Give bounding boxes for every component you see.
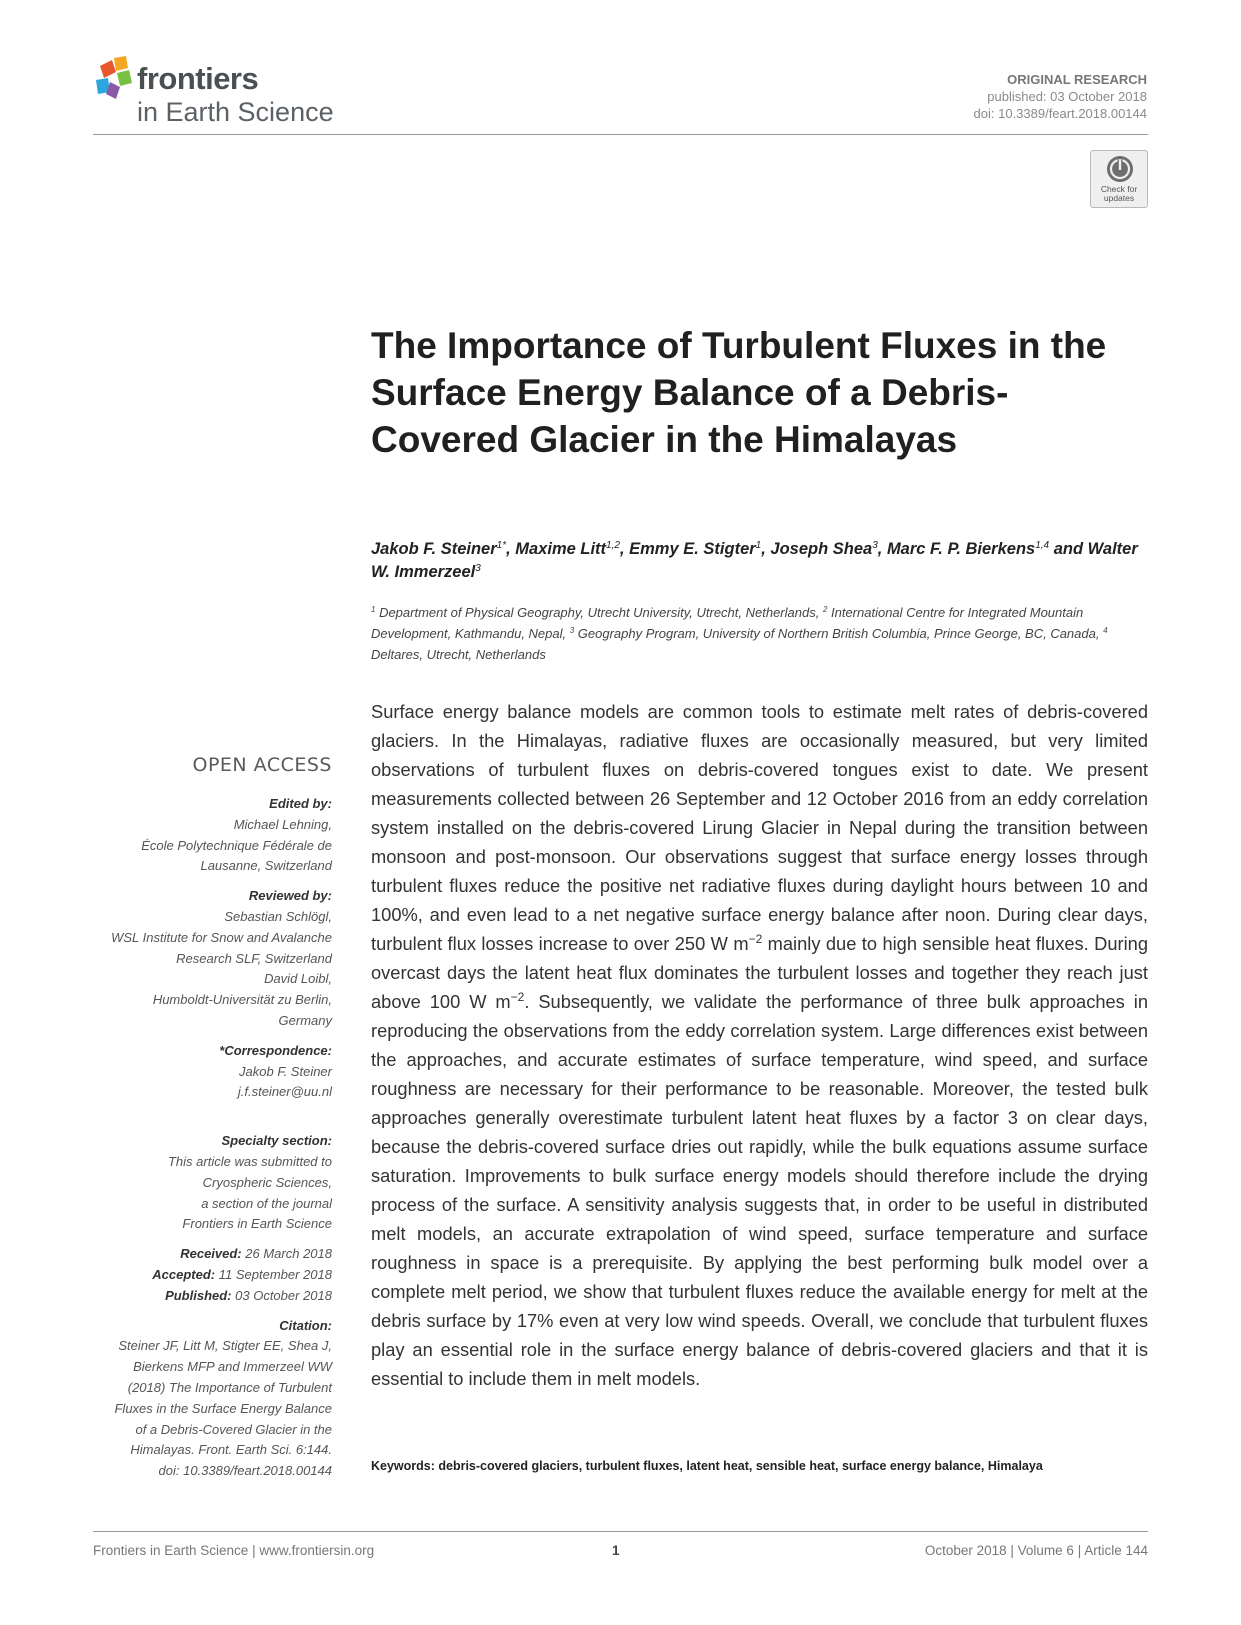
citation-line: of a Debris-Covered Glacier in the: [135, 1421, 332, 1437]
citation-label: Citation:: [279, 1317, 332, 1333]
published-date-side: Published: 03 October 2018: [165, 1287, 332, 1303]
footer-issue-info: October 2018 | Volume 6 | Article 144: [924, 1543, 1148, 1558]
check-for-updates-button[interactable]: [1090, 150, 1148, 208]
published-date: published: 03 October 2018: [987, 89, 1147, 104]
editor-line: Lausanne, Switzerland: [200, 858, 332, 874]
open-access-label: OPEN ACCESS: [192, 754, 332, 776]
author-separator: ,: [761, 540, 771, 558]
journal-name: in Earth Science: [137, 97, 334, 127]
edited-by-label: Edited by:: [269, 796, 332, 811]
editor-line: École Polytechnique Fédérale de: [141, 837, 332, 853]
author-affiliation-marker: 1,4: [1035, 540, 1050, 551]
citation-line: Steiner JF, Litt M, Stigter EE, Shea J,: [118, 1338, 332, 1354]
editor-line: Michael Lehning,: [233, 816, 332, 832]
citation-line: Fluxes in the Surface Energy Balance: [114, 1400, 332, 1416]
correspondence-email-link[interactable]: j.f.steiner@uu.nl: [237, 1084, 332, 1100]
journal-logo: [94, 52, 364, 132]
citation-line: (2018) The Importance of Turbulent: [127, 1379, 332, 1395]
author-separator: and: [1049, 540, 1088, 558]
affiliation-text: International Centre for Integrated Mountain Development, Kathmandu, Nepal,: [371, 605, 1084, 641]
affiliation-number: 4: [1103, 626, 1108, 635]
accepted-date: Accepted: 11 September 2018: [152, 1266, 332, 1282]
reviewer-line: Germany: [278, 1012, 332, 1028]
author-list: [371, 538, 1151, 584]
correspondence-name: Jakob F. Steiner: [239, 1063, 332, 1079]
author-separator: ,: [877, 540, 887, 558]
reviewed-by-label: Reviewed by:: [248, 888, 332, 904]
check-updates-label: Check for updates: [1100, 184, 1138, 203]
author-name[interactable]: Joseph Shea: [770, 540, 873, 558]
abstract-text: Surface energy balance models are common tools to estimate melt rates of debris-covered glaciers. In the Himalayas, radiative fluxes are occasionally measured, but very limited observations of turbulent fluxes on debris-covered tongues exist to date. We present measurements collected between 26 September and 12 October 2016 from an eddy correlation system installed on the debris-covered Lirung Glacier in Nepal during the transition between monsoon and post-monsoon. Our observations suggest that surface energy losses through turbulent fluxes reduce the positive net radiative fluxes during daylight hours between 10 and 100%, and even lead to a net negative surface energy balance after noon. During clear days, turbulent flux losses increase to over 250 W $m^{-2}$ mainly due to high sensible heat fluxes. During overcast days the latent heat flux dominates the turbulent losses and together they reach just above 100 W $m^{-2}$. Subsequently, we validate the performance of three bulk approaches in reproducing the observations from the eddy correlation system. Large differences exist between the approaches, and accurate estimates of surface temperature, wind speed, and surface roughness are necessary for their performance to be reasonable. Moreover, the tested bulk approaches generally overestimate turbulent latent heat fluxes by a factor 3 on clear days, because the debris-covered surface dries out rapidly, while the bulk equations assume surface saturation. Improvements to bulk surface energy models should therefore include the drying process of the surface. A sensitivity analysis suggests that, in order to be useful in distributed melt models, an accurate extrapolation of wind speed, surface temperature and surface roughness in space is a prerequisite. By applying the best performing bulk model over a complete melt period, we show that turbulent fluxes reduce the available energy for melt at the debris surface by 17% even at very low wind speeds. Overall, we conclude that turbulent fluxes play an essential role in the surface energy balance of debris-covered glaciers and that it is essential to include them in melt models.: [371, 701, 1148, 1389]
frontiers-logo-icon: [94, 54, 134, 102]
author-name[interactable]: Walter W. Immerzeel: [371, 540, 1138, 581]
author-affiliation-marker: 1,2: [606, 540, 620, 551]
article-title: The Importance of Turbulent Fluxes in the Surface Energy Balance of a Debris-Covered Glacier in the Himalayas: [371, 325, 1107, 460]
unit-exponent: −2: [510, 990, 525, 1004]
affiliation-number: 2: [822, 605, 828, 614]
citation-line: Himalayas. Front. Earth Sci. 6:144.: [130, 1442, 332, 1458]
author-name[interactable]: Jakob F. Steiner: [371, 540, 497, 558]
author-name[interactable]: Emmy E. Stigter: [629, 540, 756, 558]
reviewer-line: Research SLF, Switzerland: [176, 950, 332, 966]
reviewer-line: WSL Institute for Snow and Avalanche: [111, 929, 332, 945]
header-divider: [93, 134, 1148, 135]
specialty-line: This article was submitted to: [167, 1153, 332, 1169]
author-name[interactable]: Maxime Litt: [515, 540, 607, 558]
specialty-line: Frontiers in Earth Science: [182, 1216, 332, 1232]
article-type: ORIGINAL RESEARCH: [1007, 72, 1147, 87]
author-separator: ,: [506, 540, 516, 558]
logo-wordmark: frontiers: [137, 61, 259, 96]
article-meta: [974, 71, 1147, 122]
affiliation-text: Geography Program, University of Northern British Columbia, Prince George, BC, Canada,: [574, 626, 1104, 641]
affiliations: [371, 602, 1151, 665]
reviewer-line: Humboldt-Universität zu Berlin,: [152, 992, 332, 1008]
received-date: Received: 26 March 2018: [180, 1246, 332, 1262]
specialty-line: a section of the journal: [201, 1195, 332, 1211]
author-affiliation-marker: 1*: [496, 540, 507, 551]
author-name[interactable]: Marc F. P. Bierkens: [886, 540, 1036, 558]
page-number: 1: [612, 1543, 620, 1558]
affiliation-text: Deltares, Utrecht, Netherlands: [371, 647, 546, 662]
unit-exponent: −2: [748, 932, 763, 946]
footer-journal-link[interactable]: Frontiers in Earth Science | www.frontiersin.org: [93, 1543, 375, 1558]
check-updates-icon: [1106, 155, 1134, 183]
author-affiliation-marker: 3: [475, 563, 481, 574]
author-affiliation-marker: 1: [755, 540, 762, 551]
author-separator: ,: [619, 540, 630, 558]
affiliation-number: 3: [569, 626, 575, 635]
correspondence-label: *Correspondence:: [219, 1042, 332, 1058]
reviewer-line: David Loibl,: [264, 971, 332, 987]
affiliation-number: 1: [371, 605, 376, 614]
footer-divider: [93, 1531, 1148, 1532]
reviewer-line: Sebastian Schlögl,: [224, 908, 332, 924]
article-sidebar: [88, 753, 332, 1482]
specialty-section-label: Specialty section:: [221, 1133, 332, 1149]
specialty-line: Cryospheric Sciences,: [202, 1174, 332, 1190]
affiliation-text: Department of Physical Geography, Utrecht University, Utrecht, Netherlands,: [375, 605, 823, 620]
citation-line: Bierkens MFP and Immerzeel WW: [133, 1359, 332, 1375]
author-affiliation-marker: 3: [872, 540, 878, 551]
article-doi[interactable]: doi: 10.3389/feart.2018.00144: [973, 106, 1147, 121]
keywords: Keywords: debris-covered glaciers, turbulent fluxes, latent heat, sensible heat, surface energy balance, Himalaya: [371, 1459, 1043, 1473]
citation-doi-link[interactable]: doi: 10.3389/feart.2018.00144: [158, 1463, 332, 1479]
